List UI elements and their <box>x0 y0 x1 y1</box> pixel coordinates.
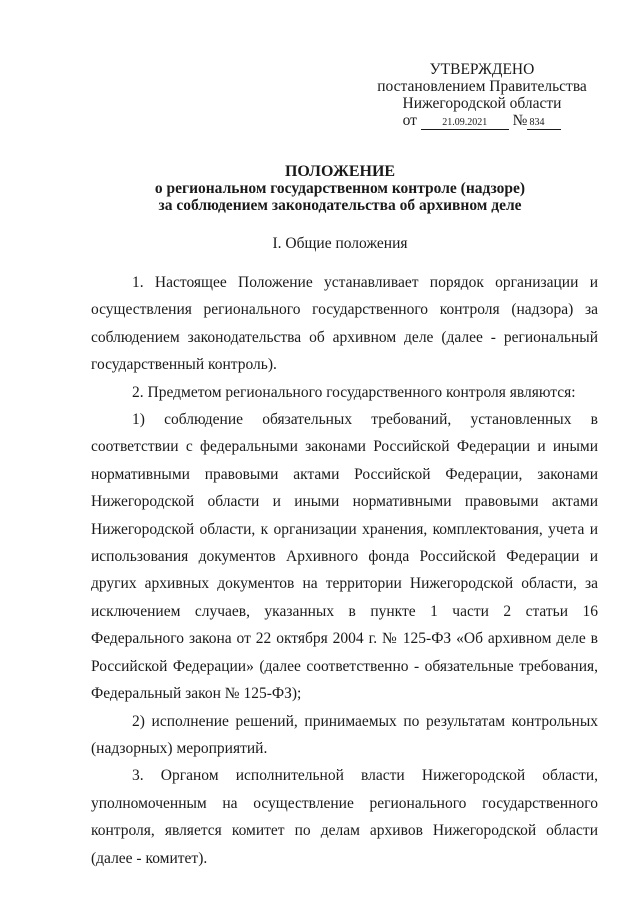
approval-reference <box>352 112 612 130</box>
paragraph-2-item-2: 2) исполнение решений, принимаемых по результатам контрольных (надзорных) мероприятий. <box>91 712 598 757</box>
approval-number: 834 <box>527 117 561 130</box>
section-heading: I. Общие положения <box>272 235 408 252</box>
approval-authority: постановлением Правительства <box>377 78 587 95</box>
approval-date: 21.09.2021 <box>421 117 509 130</box>
paragraph-2-item-1: 1) соблюдение обязательных требований, установленных в соответствии с федеральными законами Российской Федерации и иными нормативными правовыми актами Российской Федерации, законами Нижегородской области и иными нормативными правовыми актами Нижегородской области, к организации хранения, комплектования, учета и использования документов Архивного фонда Российской Федерации и других архивных документов на территории Нижегородской области, за исключением случаев, указанных в пункте 1 части 2 статьи 16 Федерального закона от 22 октября 2004 г. № 125-ФЗ «Об архивном деле в Российской Федерации» (далее соответственно - обязательные требования, Федеральный закон № 125-ФЗ); <box>91 411 598 703</box>
document-subtitle-line-2: за соблюдением законодательства об архивном деле <box>158 197 522 214</box>
date-prefix: от <box>402 112 417 129</box>
document-subtitle-line-1: о региональном государственном контроле (надзоре) <box>154 180 526 197</box>
paragraph-1: 1. Настоящее Положение устанавливает порядок организации и осуществления регионального государственного контроля (надзора) за соблюдением законодательства об архивном деле (далее - региональный государственный контроль). <box>91 274 598 374</box>
approval-region: Нижегородской области <box>402 95 562 112</box>
document-body <box>91 269 598 872</box>
document-title: ПОЛОЖЕНИЕ <box>284 163 396 180</box>
paragraph-3: 3. Органом исполнительной власти Нижегородской области, уполномоченным на осуществление регионального государственного контроля, является комитет по делам архивов Нижегородской области (далее - комитет). <box>91 767 598 867</box>
approval-heading: УТВЕРЖДЕНО <box>429 61 535 78</box>
approval-stamp-block <box>352 61 612 130</box>
paragraph-2: 2. Предметом регионального государственного контроля являются: <box>132 383 576 401</box>
document-title-block <box>60 163 620 214</box>
number-prefix: № <box>512 112 528 129</box>
